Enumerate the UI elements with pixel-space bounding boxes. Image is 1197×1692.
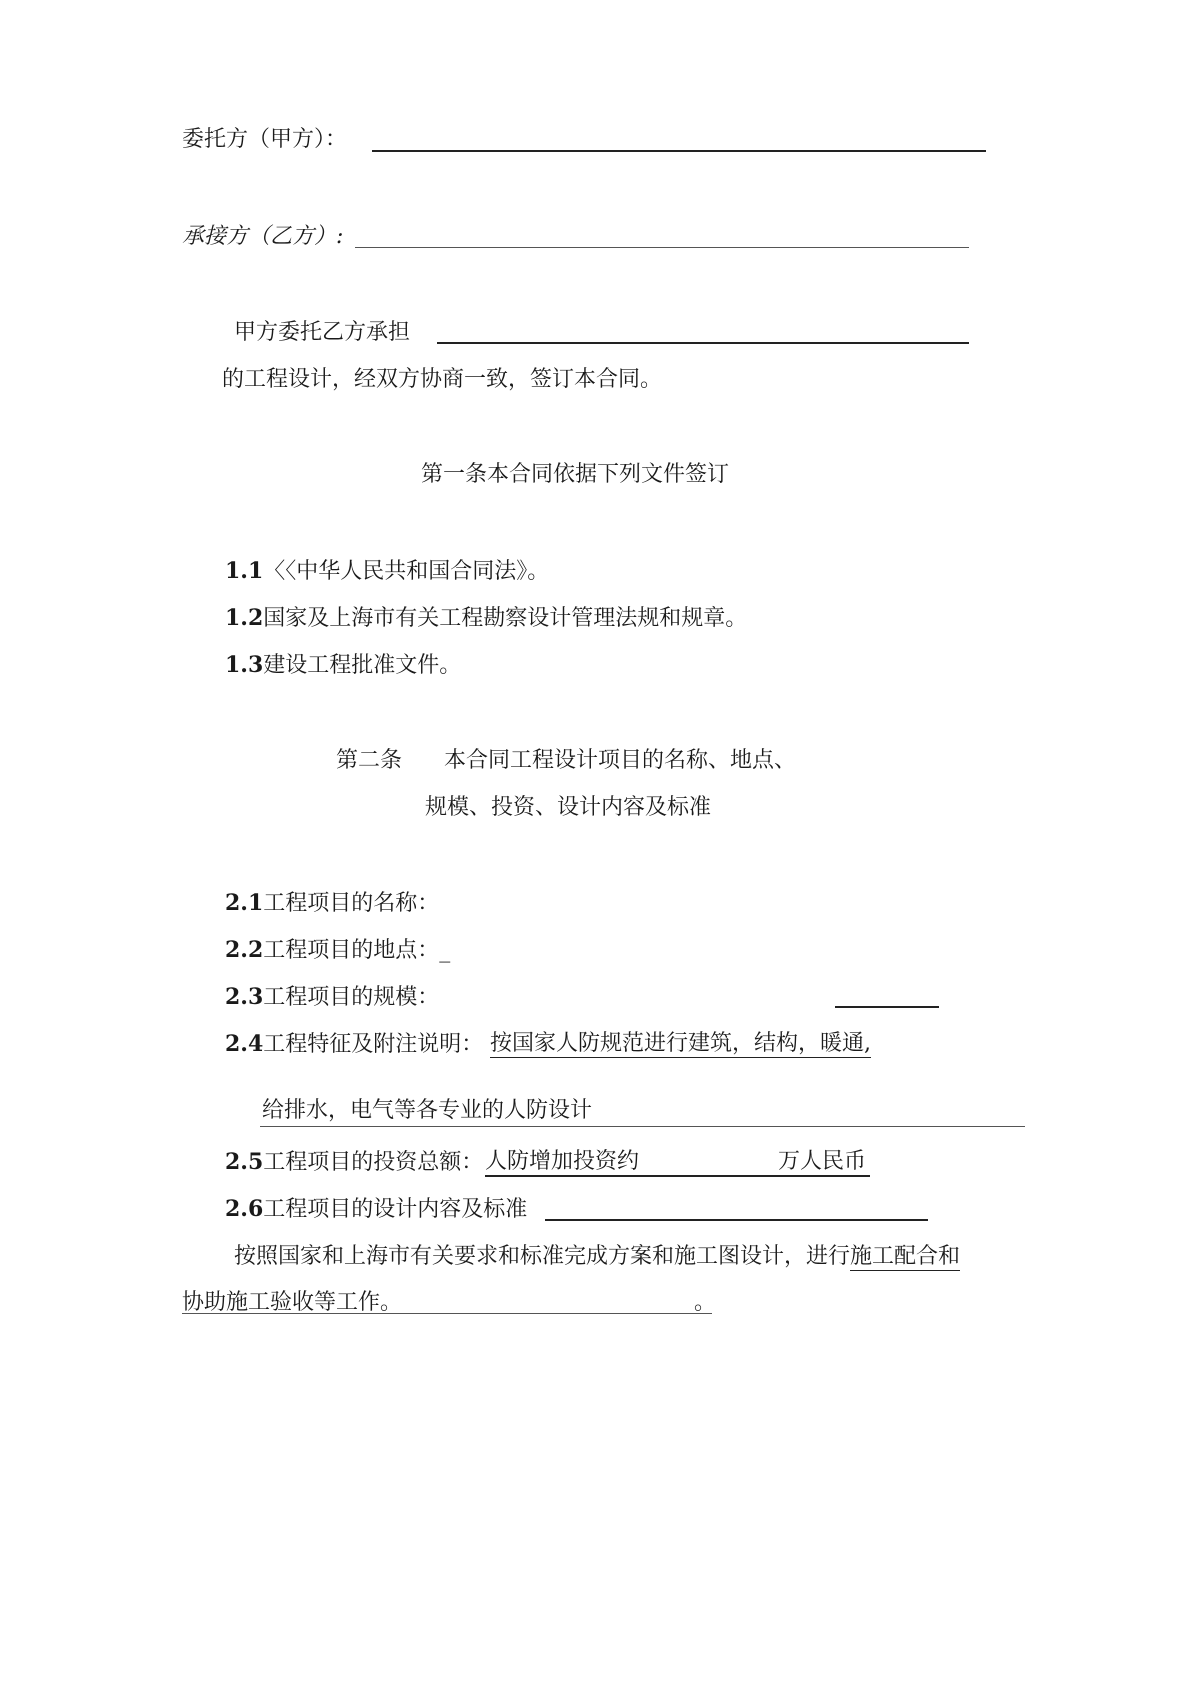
item-number: 1.1 xyxy=(225,558,264,584)
closing-text-a: 按照国家和上海市有关要求和标准完成方案和施工图设计，进行 xyxy=(234,1244,851,1269)
client-blank[interactable] xyxy=(372,150,986,152)
item-number: 1.2 xyxy=(225,605,264,631)
item-1-3 xyxy=(225,650,461,681)
closing-text-b: 施工配合和 xyxy=(850,1244,961,1269)
item-text: 工程项目的投资总额： xyxy=(263,1150,484,1175)
intro-line1: 甲方委托乙方承担 xyxy=(234,320,411,345)
item-2-3 xyxy=(225,982,439,1013)
closing-text-c: 协助施工验收等工作。 xyxy=(182,1290,403,1315)
item-number: 2.3 xyxy=(225,984,264,1010)
article2-title-line1: 本合同工程设计项目的名称、地点、 xyxy=(444,748,797,773)
item-text: 工程项目的名称： xyxy=(263,891,440,916)
contractor-label: 承接方（乙方）: xyxy=(182,224,344,249)
item-2-4-continuation: 给排水，电气等各专业的人防设计 xyxy=(262,1098,593,1123)
closing-period: 。 xyxy=(694,1290,717,1315)
item-text: 工程项目的规模： xyxy=(263,985,440,1010)
intro-line2: 的工程设计，经双方协商一致，签订本合同。 xyxy=(222,367,663,392)
features-value: 按国家人防规范进行建筑，结构，暖通, xyxy=(490,1031,871,1056)
contractor-blank[interactable] xyxy=(355,247,969,248)
features-underline xyxy=(260,1126,1025,1127)
article2-title-line2: 规模、投资、设计内容及标准 xyxy=(425,795,712,820)
investment-value-b: 万人民币 xyxy=(778,1149,867,1174)
investment-value-a: 人防增加投资约 xyxy=(485,1149,640,1174)
client-label: 委托方（甲方）： xyxy=(182,127,348,152)
item-1-2 xyxy=(225,603,747,634)
item-text: 建设工程批准文件。 xyxy=(263,653,462,678)
item-number: 2.4 xyxy=(225,1031,264,1057)
closing-line1 xyxy=(234,1242,960,1272)
item-number: 2.2 xyxy=(225,937,264,963)
design-content-blank[interactable] xyxy=(545,1219,928,1221)
item-text: 国家及上海市有关工程勘察设计管理法规和规章。 xyxy=(263,606,748,631)
item-number: 2.1 xyxy=(225,890,264,916)
item-number: 2.6 xyxy=(225,1196,264,1222)
item-number: 1.3 xyxy=(225,652,264,678)
item-1-1 xyxy=(225,556,549,587)
article2-prefix: 第二条 xyxy=(336,748,403,773)
item-text: 工程项目的设计内容及标准 xyxy=(263,1197,528,1222)
item-2-4-value xyxy=(490,1029,871,1059)
item-2-2 xyxy=(225,935,450,966)
item-2-6 xyxy=(225,1194,527,1225)
item-text: 〈〈中华人民共和国合同法》。 xyxy=(263,559,550,584)
investment-underline[interactable] xyxy=(485,1175,870,1177)
item-number: 2.5 xyxy=(225,1149,264,1175)
scale-blank[interactable] xyxy=(835,1006,939,1008)
closing-underline xyxy=(182,1313,712,1314)
item-text: 工程项目的地点：_ xyxy=(263,938,451,963)
item-2-4 xyxy=(225,1029,483,1060)
project-blank[interactable] xyxy=(437,342,969,344)
item-text: 工程特征及附注说明： xyxy=(263,1032,484,1057)
item-2-1 xyxy=(225,888,439,919)
article1-title: 第一条本合同依据下列文件签订 xyxy=(420,462,729,487)
item-2-5 xyxy=(225,1147,483,1178)
